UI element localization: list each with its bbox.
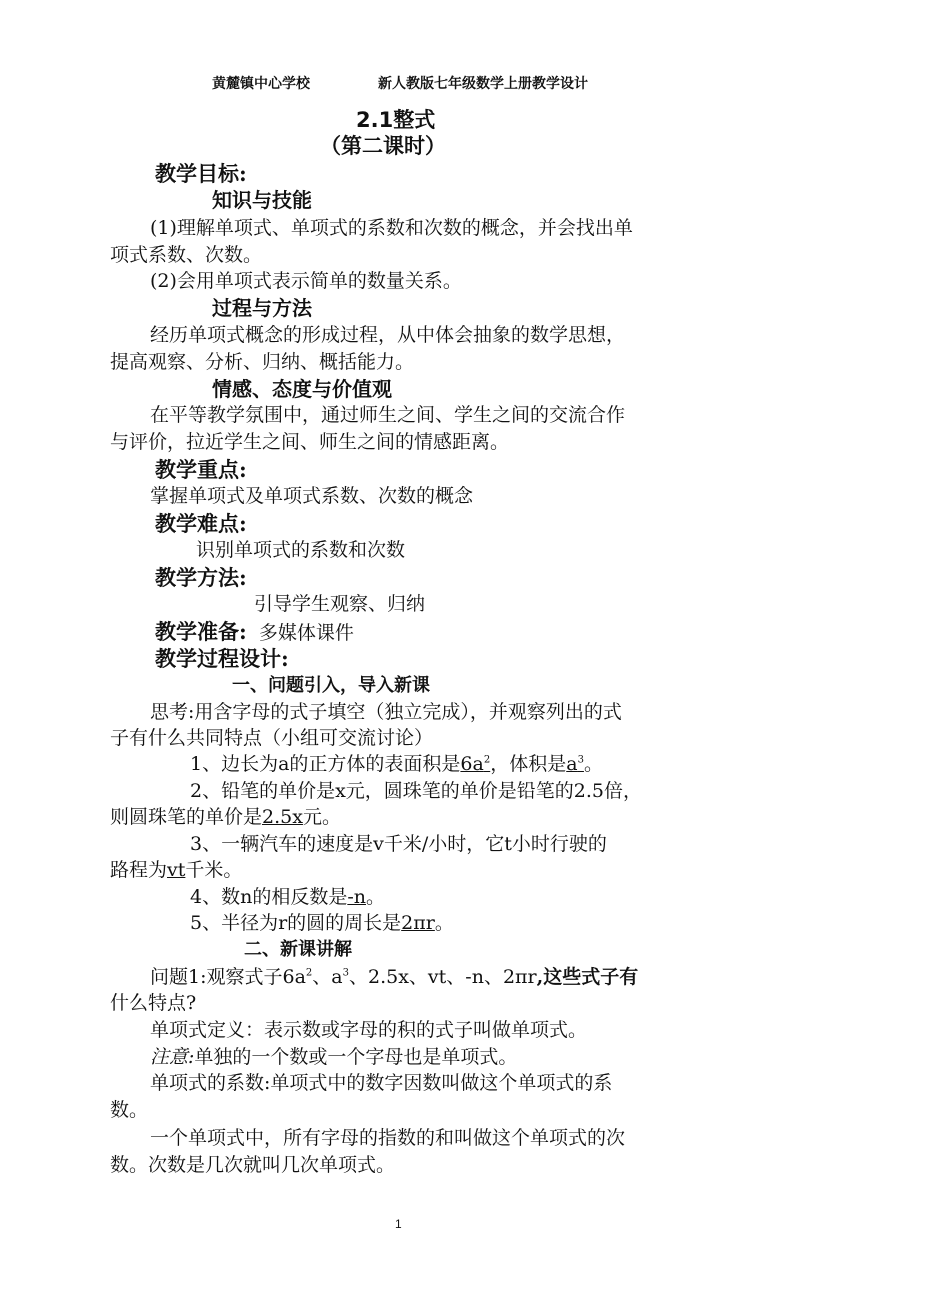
knowledge-p2: (2)会用单项式表示简单的数量关系。 (150, 270, 462, 292)
page-title: 2.1整式 (356, 108, 436, 132)
coefficient-line1: 单项式的系数:单项式中的数字因数叫做这个单项式的系 (150, 1072, 613, 1094)
prep-text: 多媒体课件 (258, 622, 354, 644)
question-1: 1、边长为a的正方体的表面积是$6a^2$，体积是$a^3$。 (190, 753, 603, 775)
problem-1-line2: 什么特点? (110, 992, 197, 1014)
q1-answer-2: $a^3$ (566, 753, 584, 775)
process-line1: 经历单项式概念的形成过程，从中体会抽象的数学思想， (150, 324, 626, 346)
question-5: 5、半径为r的圆的周长是2πr。 (190, 912, 454, 934)
degree-line2: 数。次数是几次就叫几次单项式。 (110, 1154, 396, 1176)
process-design-heading: 教学过程设计: (155, 646, 289, 671)
emotion-line2: 与评价，拉近学生之间、师生之间的情感距离。 (110, 431, 510, 453)
problem-1-line1: 问题1:观察式子$6a^2$、$a^3$、2.5x、vt、-n、2πr,这些式子有 (150, 966, 639, 988)
q1-text-b: ，体积是 (490, 753, 567, 775)
coefficient-line2: 数。 (110, 1099, 149, 1121)
knowledge-p1-line2: 项式系数、次数。 (110, 244, 263, 266)
knowledge-p1-line1: (1)理解单项式、单项式的系数和次数的概念，并会找出单 (150, 217, 633, 239)
prep-row (155, 620, 354, 645)
header-school: 黄麓镇中心学校 (212, 76, 310, 92)
emotion-line1: 在平等教学氛围中，通过师生之间、学生之间的交流合作 (150, 404, 626, 426)
question-3-line1: 3、一辆汽车的速度是v千米/小时，它t小时行驶的 (190, 833, 607, 855)
method-text: 引导学生观察、归纳 (254, 593, 426, 615)
knowledge-heading: 知识与技能 (212, 188, 312, 212)
q3-answer: vt (167, 859, 186, 881)
key-point-heading: 教学重点: (155, 457, 247, 482)
q1-answer-1: $6a^2$ (460, 753, 491, 775)
header-subject: 新人教版七年级数学上册教学设计 (378, 76, 588, 92)
note-text: 单独的一个数或一个字母也是单项式。 (194, 1046, 518, 1068)
question-2-line2: 则圆珠笔的单价是2.5x元。 (110, 806, 341, 828)
objectives-heading: 教学目标: (155, 161, 247, 186)
note (150, 1045, 517, 1069)
page-subtitle: （第二课时） (320, 134, 446, 158)
q5-answer: 2πr (401, 912, 435, 934)
q1-text-a: 1、边长为a的正方体的表面积是 (190, 753, 461, 775)
degree-line1: 一个单项式中，所有字母的指数的和叫做这个单项式的次 (150, 1127, 626, 1149)
prep-heading: 教学准备: (155, 619, 247, 644)
q4-answer: -n (347, 886, 366, 908)
process-heading: 过程与方法 (212, 296, 312, 320)
question-4: 4、数n的相反数是-n。 (190, 886, 386, 908)
section1-heading: 一、问题引入，导入新课 (232, 675, 430, 696)
difficulty-text: 识别单项式的系数和次数 (196, 539, 406, 561)
process-line2: 提高观察、分析、归纳、概括能力。 (110, 351, 415, 373)
section2-heading: 二、新课讲解 (244, 939, 352, 960)
question-2-line1: 2、铅笔的单价是x元，圆珠笔的单价是铅笔的2.5倍， (190, 780, 643, 802)
difficulty-heading: 教学难点: (155, 511, 247, 536)
key-point-text: 掌握单项式及单项式系数、次数的概念 (150, 485, 474, 507)
q2-answer: 2.5x (262, 806, 303, 828)
think-line1: 思考:用含字母的式子填空（独立完成），并观察列出的式 (150, 701, 622, 723)
method-heading: 教学方法: (155, 565, 247, 590)
emotion-heading: 情感、态度与价值观 (212, 377, 392, 401)
note-label: 注意: (150, 1046, 195, 1068)
question-3-line2: 路程为vt千米。 (110, 859, 243, 881)
definition: 单项式定义：表示数或字母的积的式子叫做单项式。 (150, 1019, 588, 1041)
page-number: 1 (395, 1217, 402, 1231)
think-line2: 子有什么共同特点（小组可交流讨论） (110, 727, 434, 749)
